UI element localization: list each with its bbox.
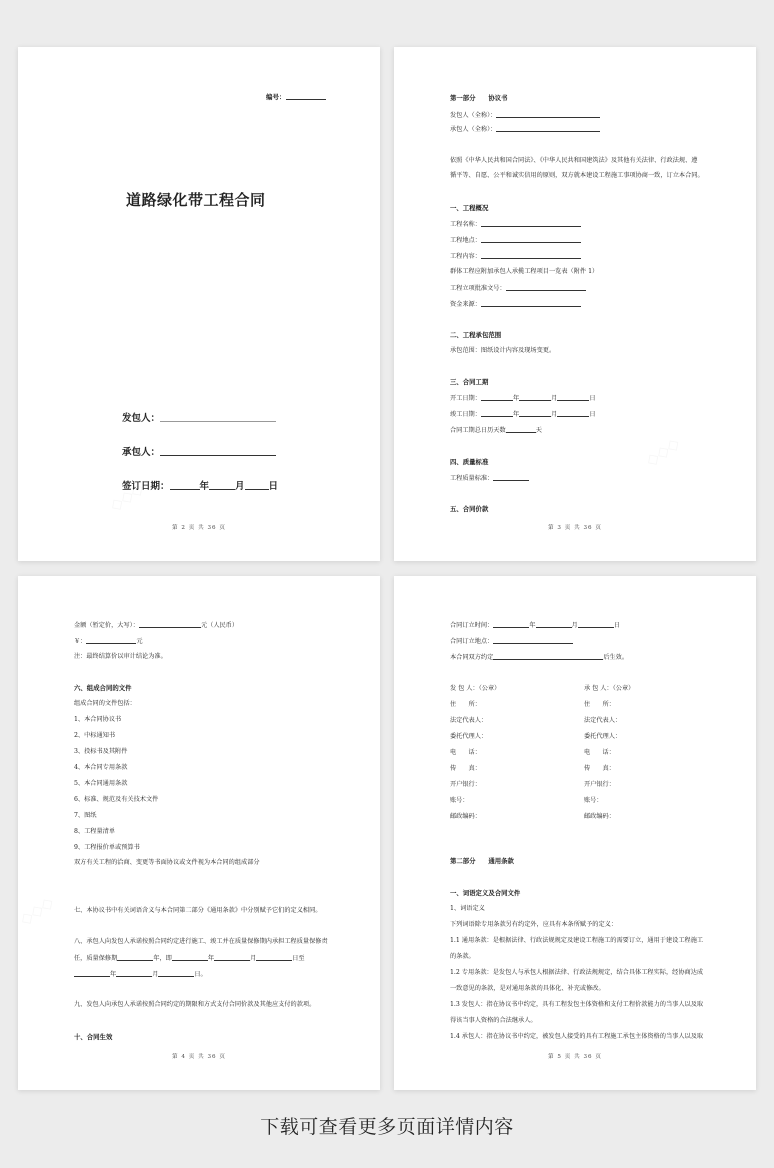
section-5-title: 五、合同价款 (450, 505, 489, 513)
party-field: 住 所： (584, 701, 615, 708)
clause-text: 年，即 (153, 955, 172, 962)
download-caption[interactable]: 下载可查看更多页面详情内容 (260, 1116, 514, 1138)
clause-text: 日至 (292, 955, 305, 962)
blank-line (481, 300, 581, 307)
day-label: 日 (268, 481, 279, 492)
blank-line (74, 970, 110, 977)
clause-text: 日。 (194, 971, 207, 978)
blank-line (172, 954, 208, 961)
document-item: 9、工程报价单或预算书 (74, 844, 140, 851)
yen-line (74, 637, 143, 646)
clause-8-line-2 (74, 954, 305, 963)
document-page-5 (394, 576, 756, 1090)
blank-line (286, 93, 326, 100)
effective-line (450, 653, 628, 662)
contract-number-label: 编号： (266, 93, 286, 101)
clause-8-line-3 (74, 970, 207, 979)
employer-label: 发包人（全称）： (450, 112, 497, 119)
document-item: 5、本合同通用条款 (74, 780, 128, 787)
employer-line (450, 111, 600, 120)
party-field: 委托代理人： (584, 733, 622, 740)
day-label: 日 (589, 411, 596, 418)
page-footer: 第 3 页 共 36 页 (548, 525, 602, 531)
end-date-label: 竣工日期： (450, 411, 481, 418)
effective-label: 本合同双方约定 (450, 654, 494, 661)
party-field: 电 话： (450, 749, 481, 756)
employer-label: 发包人： (122, 413, 161, 424)
blank-line (519, 410, 551, 417)
blank-line (493, 474, 529, 481)
clause-text: 年 (207, 955, 215, 962)
year-label: 年 (512, 411, 520, 418)
amount-unit: 元（人民币） (200, 622, 239, 629)
blank-line (557, 410, 589, 417)
blank-line (493, 621, 529, 628)
part-2-heading: 第二部分 通用条款 (450, 857, 514, 865)
clause-text: 1.3 发包人：指在协议书中约定，具有工程发包主体资格和支付工程价款能力的当事人以及取 (450, 1001, 704, 1008)
document-item: 2、中标通知书 (74, 732, 116, 739)
documents-intro: 组成合同的文件包括： (74, 700, 136, 707)
party-field: 委托代理人： (450, 733, 488, 740)
section-6-title: 六、组成合同的文件 (74, 684, 132, 692)
clause-text: 月 (152, 971, 159, 978)
contractor-label: 承包人： (122, 447, 161, 458)
clause-text: 得该当事人资格的合法继承人。 (450, 1017, 537, 1024)
party-field: 邮政编码： (450, 813, 481, 820)
document-item: 1、本合同协议书 (74, 716, 122, 723)
month-label: 月 (551, 411, 558, 418)
blank-line (214, 954, 250, 961)
amount-line (74, 621, 238, 630)
section-4-title: 四、质量标准 (450, 458, 489, 466)
clause-text: 一致意见的条款，是对通用条款的具体化、补充或修改。 (450, 985, 605, 992)
blank-line (493, 637, 573, 644)
document-item: 6、标准、规范及有关技术文件 (74, 796, 159, 803)
blank-line (256, 954, 292, 961)
approval-number-label: 工程立项批准文号： (450, 285, 506, 292)
month-label: 月 (551, 395, 558, 402)
scope-text: 承包范围：图纸设计内容及现场变更。 (450, 347, 556, 354)
sign-date-field (122, 478, 278, 492)
blank-line (158, 970, 194, 977)
project-content-label: 工程内容： (450, 253, 481, 260)
blank-line (519, 394, 551, 401)
sign-date-label: 签订日期： (122, 481, 170, 492)
party-field: 开户银行： (584, 781, 615, 788)
contractor-line (450, 125, 600, 134)
funds-source-line (450, 300, 581, 309)
clause-8-line-1: 八、承包人向发包人承诺按照合同约定进行施工、竣工并在质量保修期内承担工程质量保修责 (74, 938, 328, 945)
blank-line (496, 125, 600, 132)
yen-label: ￥： (74, 638, 87, 645)
days-label: 天 (535, 427, 542, 434)
yuan-label: 元 (136, 638, 143, 645)
start-date-line (450, 394, 596, 403)
blank-line (481, 252, 581, 259)
day-label: 日 (589, 395, 596, 402)
project-location-label: 工程地点： (450, 237, 481, 244)
total-days-label: 合同工期总日历天数 (450, 427, 506, 434)
clause-text: 月 (250, 955, 257, 962)
party-field: 承 包 人：（公章） (584, 685, 635, 692)
clause-text: 1.4 承包人：指在协议书中约定，被发包人接受的具有工程施工承包主体资格的当事人以及取 (450, 1033, 704, 1040)
sign-place-label: 合同订立地点： (450, 638, 494, 645)
group-project-note: 群体工程应附加承包人承揽工程项目一览表（附件 1） (450, 268, 599, 275)
general-clause-1-title: 一、词语定义及合同文件 (450, 889, 521, 897)
month-label: 月 (571, 622, 578, 629)
blank-line (506, 426, 536, 433)
blank-line (557, 394, 589, 401)
quality-standard-label: 工程质量标准： (450, 475, 494, 482)
intro-line-1: 依照《中华人民共和国合同法》、《中华人民共和国建筑法》及其他有关法律、行政法规、遵 (450, 157, 698, 164)
document-item: 8、工程量清单 (74, 828, 116, 835)
month-label: 月 (235, 481, 245, 492)
clause-text: 1、词语定义 (450, 905, 485, 912)
project-name-line (450, 220, 581, 229)
section-3-title: 三、合同工期 (450, 378, 489, 386)
document-item: 7、图纸 (74, 812, 97, 819)
document-page-4 (18, 576, 380, 1090)
watermark (18, 892, 57, 929)
sign-time-line (450, 621, 620, 630)
blank-line (245, 483, 269, 490)
section-2-title: 二、工程承包范围 (450, 331, 502, 339)
quality-standard-line (450, 474, 529, 483)
page-footer: 第 4 页 共 36 页 (172, 1054, 226, 1060)
section-10-title: 十、合同生效 (74, 1033, 113, 1041)
project-location-line (450, 236, 581, 245)
clause-text: 1.1 通用条款：是根据法律、行政法规规定及建设工程施工的需要订立，通用于建设工程施工 (450, 937, 704, 944)
part-heading: 第一部分 协议书 (450, 94, 508, 102)
clause-text: 年 (110, 971, 117, 978)
blank-line (160, 449, 276, 456)
contractor-field (122, 444, 276, 458)
clause-9: 九、发包人向承包人承诺按照合同约定的期限和方式支付合同价款及其他应支付的款项。 (74, 1001, 316, 1008)
day-label: 日 (613, 622, 620, 629)
blank-line (139, 621, 201, 628)
party-field: 传 真： (450, 765, 481, 772)
contractor-label: 承包人（全称）： (450, 126, 497, 133)
year-label: 年 (199, 481, 210, 492)
blank-line (496, 111, 600, 118)
page-footer: 第 5 页 共 36 页 (548, 1054, 602, 1060)
blank-line (481, 410, 513, 417)
effective-suffix: 后生效。 (603, 654, 629, 661)
contract-number-field (266, 92, 326, 101)
section-1-title: 一、工程概况 (450, 204, 489, 212)
party-field: 电 话： (584, 749, 615, 756)
party-field: 法定代表人： (450, 717, 488, 724)
blank-line (86, 637, 136, 644)
party-field: 法定代表人： (584, 717, 622, 724)
year-label: 年 (512, 395, 520, 402)
party-field: 住 所： (450, 701, 481, 708)
blank-line (481, 220, 581, 227)
start-date-label: 开工日期： (450, 395, 481, 402)
clause-text: 的条款。 (450, 953, 475, 960)
blank-line (117, 954, 153, 961)
employer-field (122, 410, 276, 424)
sign-time-label: 合同订立时间： (450, 622, 494, 629)
intro-line-2: 循平等、自愿、公平和诚实信用的原则，双方就本建设工程施工事项协商一致，订立本合同。 (450, 172, 704, 179)
end-date-line (450, 410, 596, 419)
blank-line (506, 284, 586, 291)
blank-line (578, 621, 614, 628)
project-content-line (450, 252, 581, 261)
blank-line (481, 394, 513, 401)
page-footer: 第 2 页 共 36 页 (172, 525, 226, 531)
blank-line (481, 236, 581, 243)
settlement-note: 注：最终结算价以审计结论为准。 (74, 653, 167, 660)
party-field: 邮政编码： (584, 813, 615, 820)
sign-place-line (450, 637, 573, 646)
blank-line (209, 483, 235, 490)
document-item: 4、本合同专用条款 (74, 764, 128, 771)
blank-line (493, 653, 603, 660)
blank-line (170, 483, 200, 490)
party-field: 开户银行： (450, 781, 481, 788)
year-label: 年 (529, 622, 536, 629)
clause-7: 七、本协议书中有关词语含义与本合同第二部分《通用条款》中分别赋予它们的定义相同。 (74, 907, 322, 914)
party-field: 账号： (584, 797, 603, 804)
document-page-3 (394, 47, 756, 561)
blank-line (116, 970, 152, 977)
project-name-label: 工程名称： (450, 221, 481, 228)
clause-text: 下列词语除专用条款另有约定外，应具有本条所赋予的定义： (450, 921, 618, 928)
party-field: 传 真： (584, 765, 615, 772)
party-field: 发 包 人：（公章） (450, 685, 501, 692)
clause-text: 1.2 专用条款：是发包人与承包人根据法律、行政法规规定，结合具体工程实际，经协商达成 (450, 969, 704, 976)
clause-text: 任，质量保修期 (74, 955, 118, 962)
approval-number-line (450, 284, 586, 293)
documents-tail: 双方有关工程的洽商、变更等书面协议或文件视为本合同的组成部分 (74, 859, 260, 866)
total-days-line (450, 426, 542, 435)
document-title: 道路绿化带工程合同 (126, 191, 266, 209)
document-page-cover (18, 47, 380, 561)
watermark (642, 433, 683, 470)
document-item: 3、投标书及其附件 (74, 748, 128, 755)
party-field: 账号： (450, 797, 469, 804)
amount-label: 金额（暂定价，大写）： (74, 622, 139, 629)
funds-source-label: 资金来源： (450, 301, 481, 308)
blank-line (536, 621, 572, 628)
blank-line (160, 415, 276, 422)
